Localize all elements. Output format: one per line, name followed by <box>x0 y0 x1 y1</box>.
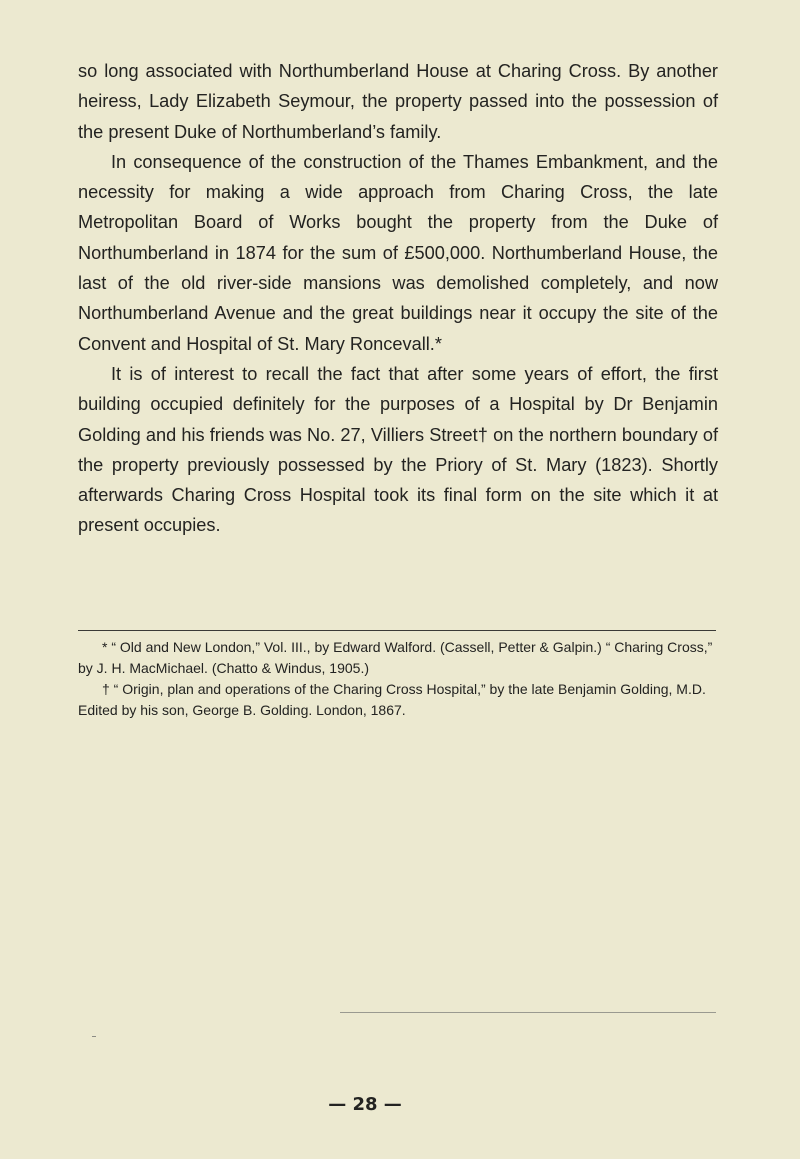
footnote-asterisk: * “ Old and New London,” Vol. III., by Edward Walford. (Cassell, Petter & Galpin.) “ Charing Cross,” by J. H. MacMichael. (Chatto & Windus, 1905.) <box>78 639 713 676</box>
paragraph-villiers-street: It is of interest to recall the fact that after some years of effort, the first building occupied definitely for the purposes of a Hospital by Dr Benjamin Golding and his friends was No. 27, Villiers Street† on the northern boundary of the property previously possessed by the Priory of St. Mary (1823). Shortly afterwards Charing Cross Hospital took its final form on the site which it at present occupies. <box>78 363 718 536</box>
faint-divider <box>340 1012 716 1013</box>
footnote-dagger: † “ Origin, plan and operations of the Charing Cross Hospital,” by the late Benjamin Golding, M.D. Edited by his son, George B. Golding. London, 1867. <box>78 681 706 718</box>
page-number: — 28 — <box>328 1094 402 1115</box>
body-text <box>78 56 718 541</box>
footnote-separator <box>78 630 716 631</box>
faint-mark <box>92 1036 96 1037</box>
paragraph-thames-embankment: In consequence of the construction of the Thames Embankment, and the necessity for making a wide approach from Charing Cross, the late Metropolitan Board of Works bought the property from the Duke of Northumberland in 1874 for the sum of £500,000. Northumberland House, the last of the old river-side mansions was demolished completely, and now Northumberland Avenue and the great buildings near it occupy the site of the Convent and Hospital of St. Mary Roncevall.* <box>78 151 718 354</box>
footnotes <box>78 637 718 721</box>
paragraph-continuation: so long associated with Northumberland House at Charing Cross. By another heiress, Lady Elizabeth Seymour, the property passed into the possession of the present Duke of Northumberland’s family. <box>78 61 718 142</box>
